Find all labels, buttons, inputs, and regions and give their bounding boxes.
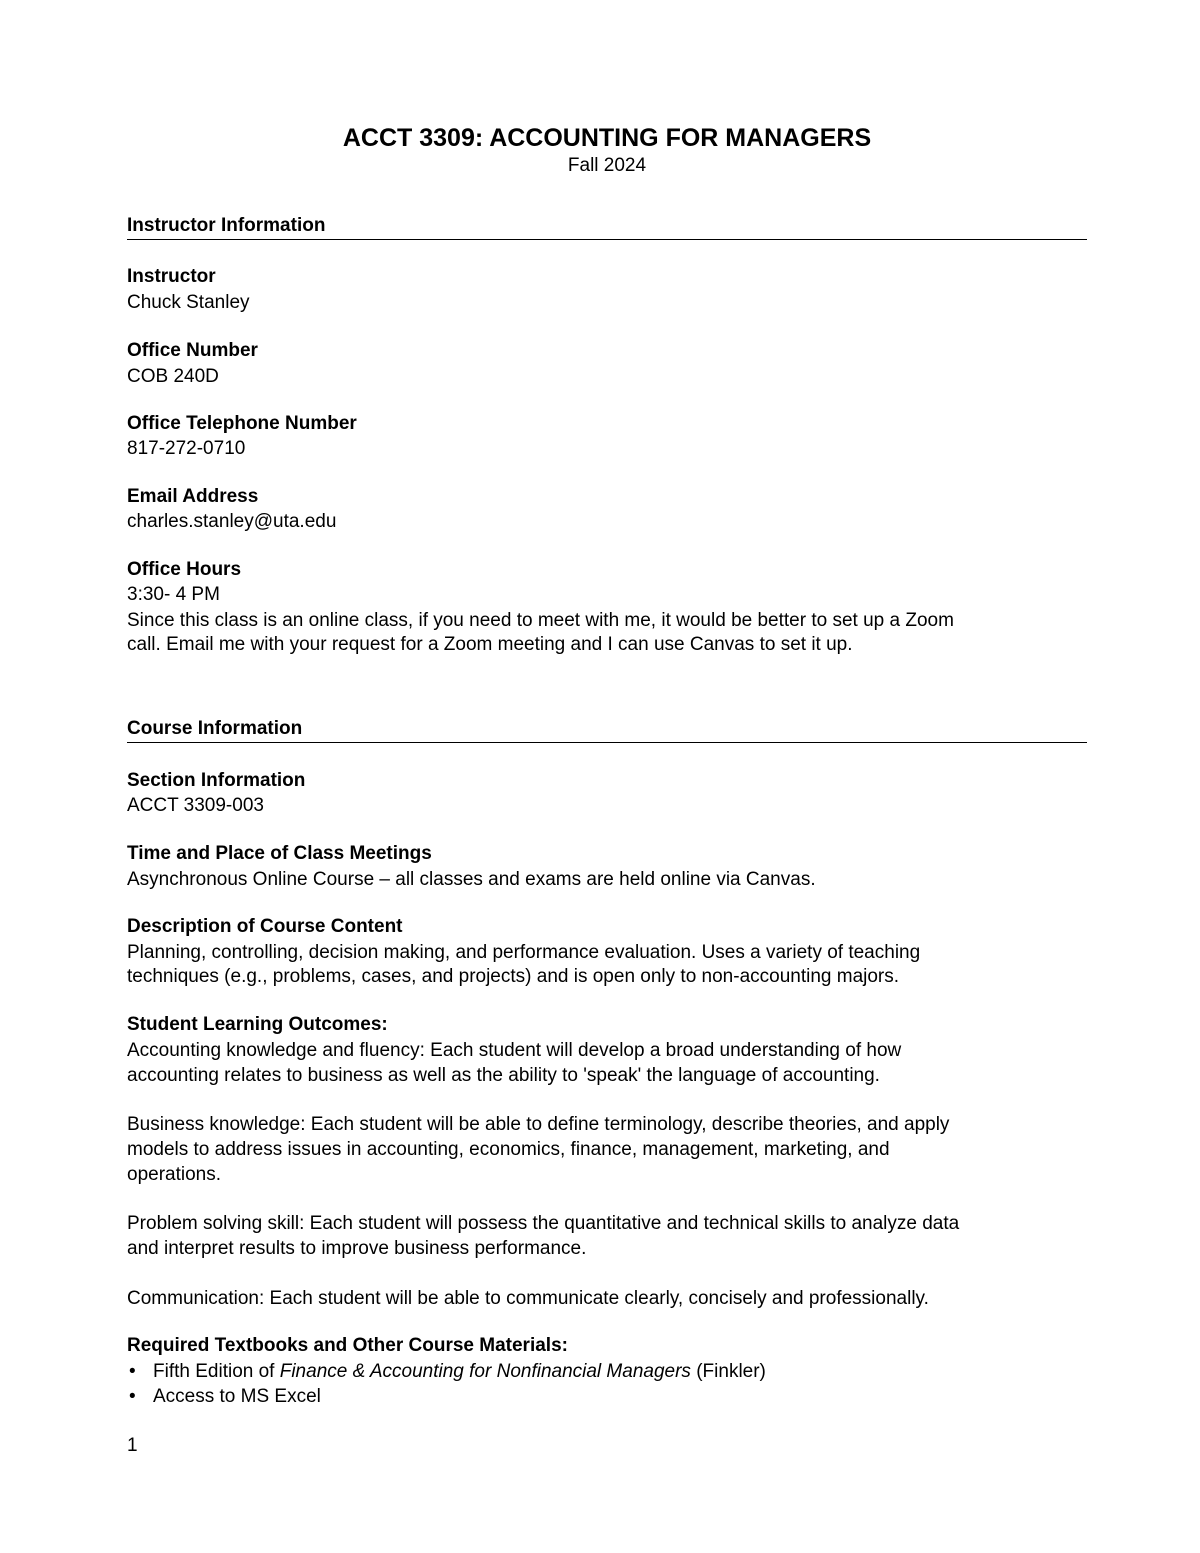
outcome-communication: Communication: Each student will be able to communicate clearly, concisely and professionally. bbox=[127, 1288, 929, 1309]
class-meetings-label: Time and Place of Class Meetings bbox=[127, 843, 432, 864]
class-meetings-value: Asynchronous Online Course – all classes and exams are held online via Canvas. bbox=[127, 869, 816, 890]
office-phone-label: Office Telephone Number bbox=[127, 413, 357, 434]
outcome-business-line3: operations. bbox=[127, 1164, 222, 1185]
learning-outcomes-label: Student Learning Outcomes: bbox=[127, 1014, 388, 1035]
materials-label: Required Textbooks and Other Course Materials: bbox=[127, 1335, 568, 1356]
email-label: Email Address bbox=[127, 486, 259, 507]
outcome-business-line1: Business knowledge: Each student will be able to define terminology, describe theories, and apply bbox=[127, 1114, 950, 1135]
office-phone-value: 817-272-0710 bbox=[127, 438, 246, 459]
materials-list bbox=[127, 1359, 1087, 1409]
office-hours-value: 3:30- 4 PM bbox=[127, 584, 220, 605]
material-excel: Access to MS Excel bbox=[153, 1386, 321, 1407]
document-title: ACCT 3309: ACCOUNTING FOR MANAGERS bbox=[342, 124, 872, 152]
course-description-label: Description of Course Content bbox=[127, 916, 403, 937]
office-number-value: COB 240D bbox=[127, 366, 219, 387]
instructor-value: Chuck Stanley bbox=[127, 292, 250, 313]
outcome-problem-solving-line1: Problem solving skill: Each student will possess the quantitative and technical skills to analyze data bbox=[127, 1213, 960, 1234]
section-heading-course-information: Course Information bbox=[127, 717, 1087, 743]
office-hours-note-line1: Since this class is an online class, if you need to meet with me, it would be better to set up a Zoom bbox=[127, 610, 954, 631]
list-item bbox=[127, 1384, 1087, 1409]
office-hours-label: Office Hours bbox=[127, 559, 242, 580]
outcome-problem-solving-line2: and interpret results to improve business performance. bbox=[127, 1238, 587, 1259]
material-textbook-suffix: (Finkler) bbox=[690, 1361, 766, 1382]
outcome-accounting-line1: Accounting knowledge and fluency: Each student will develop a broad understanding of how bbox=[127, 1040, 902, 1061]
page-number: 1 bbox=[127, 1435, 138, 1456]
section-info-value: ACCT 3309-003 bbox=[127, 795, 264, 816]
bullet-icon: • bbox=[129, 1386, 136, 1407]
document-term: Fall 2024 bbox=[567, 155, 647, 176]
material-textbook-title: Finance & Accounting for Nonfinancial Managers bbox=[279, 1361, 691, 1382]
office-hours-note-line2: call. Email me with your request for a Zoom meeting and I can use Canvas to set it up. bbox=[127, 634, 853, 655]
outcome-accounting-line2: accounting relates to business as well as the ability to 'speak' the language of accounting. bbox=[127, 1065, 880, 1086]
bullet-icon: • bbox=[129, 1361, 136, 1382]
section-info-label: Section Information bbox=[127, 770, 306, 791]
instructor-label: Instructor bbox=[127, 266, 216, 287]
office-number-label: Office Number bbox=[127, 340, 258, 361]
outcome-business-line2: models to address issues in accounting, economics, finance, management, marketing, and bbox=[127, 1139, 890, 1160]
course-description-line1: Planning, controlling, decision making, and performance evaluation. Uses a variety of teaching bbox=[127, 942, 921, 963]
section-heading-instructor-information: Instructor Information bbox=[127, 214, 1087, 240]
list-item bbox=[127, 1359, 1087, 1384]
material-textbook-prefix: Fifth Edition of bbox=[153, 1361, 280, 1382]
email-value: charles.stanley@uta.edu bbox=[127, 511, 337, 532]
course-description-line2: techniques (e.g., problems, cases, and projects) and is open only to non-accounting majors. bbox=[127, 966, 900, 987]
